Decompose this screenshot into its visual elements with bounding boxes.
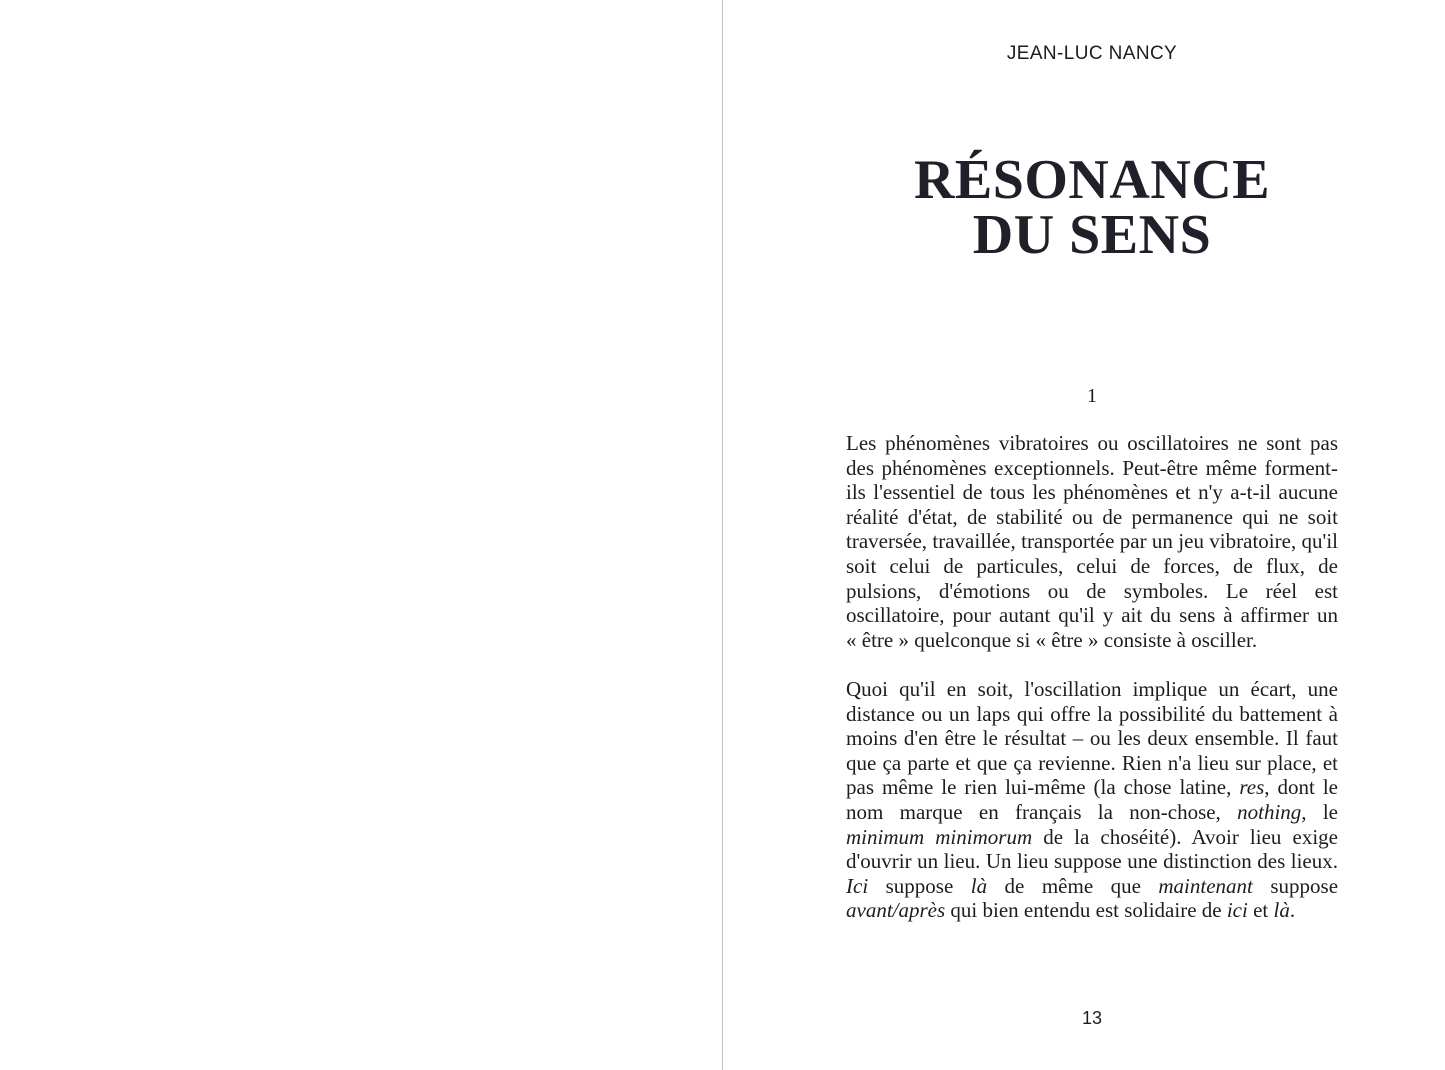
body-text [846, 431, 1338, 947]
chapter-title [826, 149, 1358, 266]
right-page [723, 0, 1445, 1070]
chapter-title-line-2: DU SENS [972, 204, 1212, 266]
text-column [846, 0, 1338, 1070]
italic-text-run: là [970, 873, 988, 898]
left-page-blank [0, 0, 721, 1070]
text-run: suppose [868, 873, 971, 898]
italic-text-run: là [1273, 898, 1290, 923]
italic-text-run: maintenant [1158, 873, 1253, 898]
text-run: de la choséité). Avoir lieu exige d'ouvrir un lieu. Un lieu suppose une distinction des lieux. [846, 824, 1338, 874]
italic-text-run: ici [1226, 898, 1248, 923]
page-number: 13 [1081, 1008, 1103, 1028]
italic-text-run: Ici [846, 873, 869, 898]
paragraph [846, 677, 1338, 923]
italic-text-run: res [1239, 775, 1265, 800]
text-run: Les phénomènes vibratoires ou oscillatoires ne sont pas des phénomènes exceptionnels. Peut-être même forment-ils l'essentiel de tous les phénomènes et n'y a-t-il aucune réalité d'état, de stabilité ou de permanence qui ne soit traversée, travaillée, transportée par un jeu vibratoire, qu'il soit celui de particules, celui de forces, de flux, de pulsions, d'émotions ou de symboles. Le réel est oscillatoire, pour autant qu'il y ait du sens à affirmer un « être » quelconque si « être » consiste à osciller. [846, 431, 1338, 652]
chapter-title-line-1: RÉSONANCE [913, 149, 1271, 211]
text-run: , dont le nom marque en français la non-chose, [846, 775, 1338, 824]
text-run: de même que [987, 873, 1159, 898]
italic-text-run: nothing [1237, 799, 1302, 824]
text-run: , le [1301, 799, 1339, 824]
running-header-author: JEAN-LUC NANCY [1006, 43, 1178, 64]
italic-text-run: minimum minimorum [846, 824, 1033, 849]
italic-text-run: avant/après [846, 898, 946, 923]
text-run: Quoi qu'il en soit, l'oscillation implique un écart, une distance ou un laps qui offre la possibilité du battement à moins d'en être le résultat – ou les deux ensemble. Il faut que ça parte et que ça revienne. Rien n'a lieu sur place, et pas même le rien lui-même (la chose latine, [846, 676, 1338, 800]
text-run: . [1289, 898, 1296, 923]
text-run: qui bien entendu est solidaire de [945, 898, 1227, 923]
section-number: 1 [1087, 385, 1097, 407]
text-run: et [1247, 898, 1274, 923]
text-run: suppose [1252, 873, 1339, 898]
paragraph [846, 431, 1338, 652]
